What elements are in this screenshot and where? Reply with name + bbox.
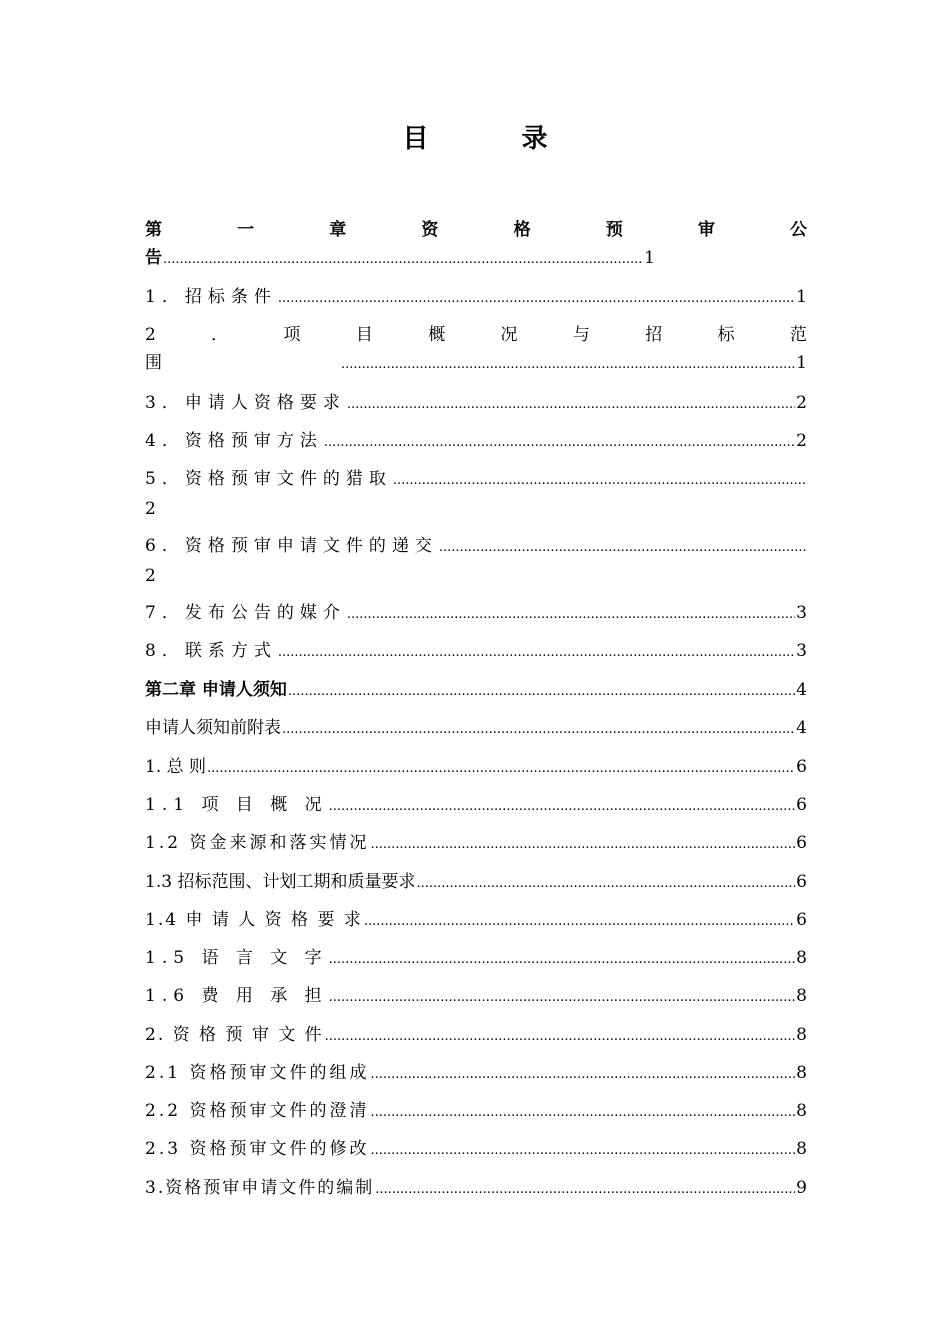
- toc-entry-chapter-2[interactable]: [145, 676, 807, 706]
- toc-char: 范: [789, 325, 807, 345]
- toc-entry[interactable]: [145, 283, 807, 313]
- toc-entry[interactable]: [145, 982, 807, 1012]
- toc-page-number: 1: [644, 248, 655, 268]
- toc-leader: [375, 1176, 795, 1204]
- toc-leader: [163, 246, 643, 274]
- toc-char: 招: [645, 325, 663, 345]
- toc-page-number: 3: [796, 641, 807, 661]
- toc-page-number: 9: [796, 1178, 807, 1198]
- toc-entry[interactable]: [145, 637, 807, 667]
- toc-leader: [370, 1061, 795, 1089]
- toc-leader: [278, 639, 795, 667]
- toc-char: 项: [283, 325, 301, 345]
- toc-leader: [282, 716, 795, 744]
- toc-entry[interactable]: [145, 389, 807, 419]
- toc-entry-label: 1.1 项 目 概 况: [145, 795, 328, 815]
- toc-entry[interactable]: [145, 829, 807, 859]
- toc-leader: [370, 1099, 795, 1127]
- toc-leader: [329, 793, 796, 821]
- toc-entry[interactable]: [145, 753, 807, 783]
- toc-leader: [278, 285, 795, 313]
- toc-leader: [347, 391, 795, 419]
- toc-page-number: 1: [796, 287, 807, 307]
- toc-entry-label: 8．联系方式: [145, 641, 277, 661]
- toc-entry-label: 1．招标条件: [145, 287, 277, 307]
- toc-entry-label: 1. 总 则: [145, 757, 207, 777]
- toc-entry-label: 2.2 资格预审文件的澄清: [145, 1101, 370, 1121]
- toc-char: 概: [428, 325, 446, 345]
- toc-char: 审: [697, 220, 715, 240]
- toc-page-number: 1: [796, 353, 807, 373]
- toc-entry-label: 6．资格预审申请文件的递交: [145, 536, 438, 556]
- toc-entry-label: 2.3 资格预审文件的修改: [145, 1139, 370, 1159]
- toc-leader: [370, 1137, 795, 1165]
- toc-char: 与: [572, 325, 590, 345]
- toc-leader: [324, 429, 795, 457]
- toc-char: 预: [605, 220, 623, 240]
- toc-entry[interactable]: [145, 791, 807, 821]
- toc-entry[interactable]: [145, 321, 807, 379]
- toc-entry-label: 1.5 语 言 文 字: [145, 948, 328, 968]
- toc-leader: [347, 601, 795, 629]
- toc-leader: [416, 870, 795, 898]
- toc-entry[interactable]: [145, 714, 807, 744]
- toc-page-number: 8: [796, 1063, 807, 1083]
- toc-entry-label: 告: [145, 248, 162, 268]
- toc-entry[interactable]: [145, 1174, 807, 1204]
- toc-entry-spread-line: [145, 216, 807, 244]
- toc-entry-label: 1.4 申 请 人 资 格 要 求: [145, 910, 363, 930]
- toc-entry[interactable]: [145, 1021, 807, 1051]
- toc-entry[interactable]: [145, 427, 807, 457]
- toc-entry-label: 围: [145, 353, 162, 373]
- toc-entry[interactable]: [145, 944, 807, 974]
- toc-entry-label: 5．资格预审文件的猎取: [145, 469, 392, 489]
- toc-char: 一: [237, 220, 255, 240]
- toc-page-number: 8: [796, 1139, 807, 1159]
- toc-page-number: 6: [796, 757, 807, 777]
- toc-leader: [370, 831, 795, 859]
- toc-leader: [329, 946, 796, 974]
- toc-leader: [393, 467, 806, 495]
- toc-entry[interactable]: [145, 465, 807, 523]
- toc-char: 章: [329, 220, 347, 240]
- toc-entry-label: 第二章 申请人须知: [145, 680, 287, 700]
- toc-char: 2: [145, 325, 156, 345]
- toc-char: 格: [513, 220, 531, 240]
- toc-page-number: 4: [796, 718, 807, 738]
- toc-page-number: 8: [796, 1025, 807, 1045]
- toc-char: 标: [717, 325, 735, 345]
- toc-page-number: 2: [796, 393, 807, 413]
- toc-page-number: 2: [796, 431, 807, 451]
- toc-page-number: 6: [796, 910, 807, 930]
- toc-entry-label: 1.3 招标范围、计划工期和质量要求: [145, 872, 416, 892]
- toc-entry-chapter-1[interactable]: [145, 216, 807, 274]
- toc-entry[interactable]: [145, 1059, 807, 1089]
- toc-entry-label: 3．申请人资格要求: [145, 393, 346, 413]
- toc-entry[interactable]: [145, 532, 807, 590]
- toc-entry[interactable]: [145, 906, 807, 936]
- toc-entry-label: 3.资格预审申请文件的编制: [145, 1178, 375, 1198]
- toc-leader: [288, 678, 795, 706]
- toc-leader: [439, 534, 806, 562]
- toc-page-number: 6: [796, 872, 807, 892]
- toc-page-number: 8: [796, 1101, 807, 1121]
- toc-char: 况: [500, 325, 518, 345]
- toc-char: ．: [211, 325, 229, 345]
- toc-entry[interactable]: [145, 1135, 807, 1165]
- toc-entry-label: 2. 资 格 预 审 文 件: [145, 1025, 324, 1045]
- page-title: 目 录: [402, 124, 590, 154]
- toc-leader: [364, 908, 795, 936]
- toc-char: 资: [421, 220, 439, 240]
- toc-char: 第: [145, 220, 162, 240]
- toc-page-number: 3: [796, 603, 807, 623]
- toc-entry[interactable]: [145, 868, 807, 898]
- toc-page-number: 2: [145, 566, 156, 586]
- toc-page-number: 6: [796, 833, 807, 853]
- toc-leader: [325, 1023, 796, 1051]
- toc-entry-label: 1.6 费 用 承 担: [145, 986, 328, 1006]
- toc-entry[interactable]: [145, 1097, 807, 1127]
- toc-char: 公: [789, 220, 807, 240]
- toc-entry[interactable]: [145, 599, 807, 629]
- toc-page-number: 8: [796, 948, 807, 968]
- toc-page-number: 4: [796, 680, 807, 700]
- toc-entry-label: 1.2 资金来源和落实情况: [145, 833, 370, 853]
- toc-page-number: 6: [796, 795, 807, 815]
- toc-leader: [207, 755, 795, 783]
- toc-entry-spread-line: [145, 321, 807, 349]
- toc-entry-label: 2.1 资格预审文件的组成: [145, 1063, 370, 1083]
- toc-page-number: 2: [145, 499, 156, 519]
- toc-entry-label: 4．资格预审方法: [145, 431, 323, 451]
- toc-leader: [329, 984, 796, 1012]
- toc-leader: [341, 351, 795, 379]
- toc-char: 目: [355, 325, 373, 345]
- toc-entry-label: 7．发布公告的媒介: [145, 603, 346, 623]
- toc-page-number: 8: [796, 986, 807, 1006]
- toc-entry-label: 申请人须知前附表: [145, 718, 281, 738]
